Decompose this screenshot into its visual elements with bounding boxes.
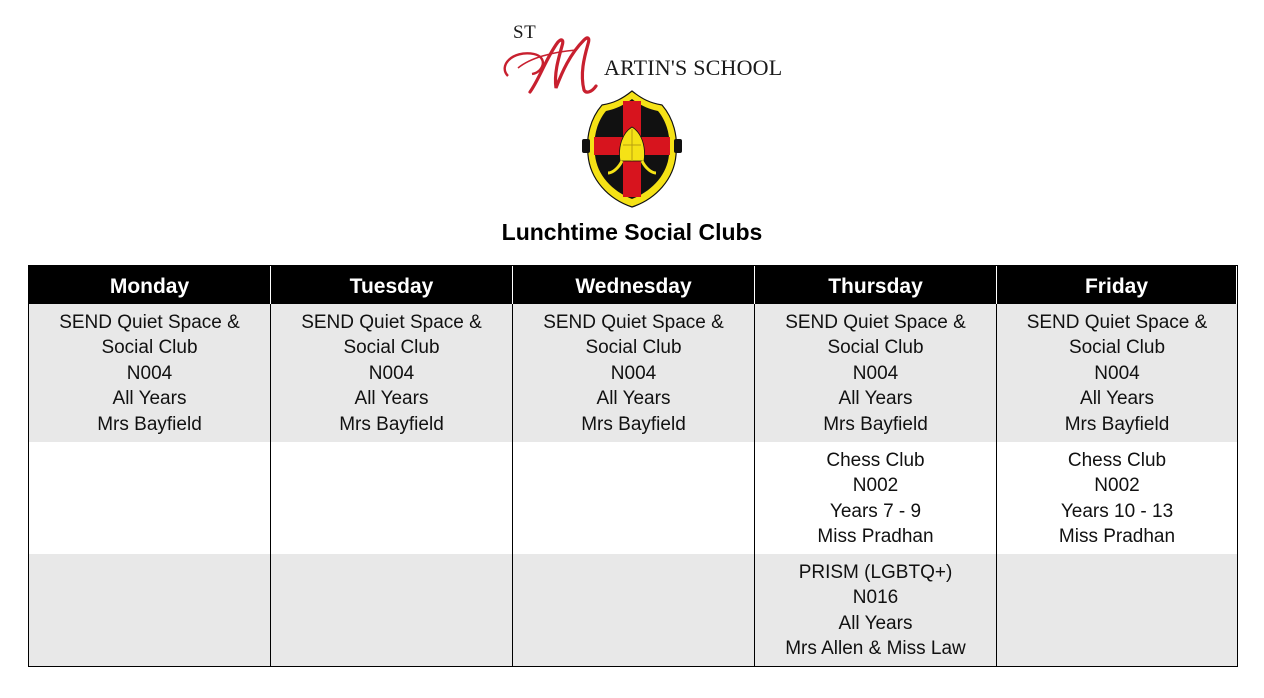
club-detail-line: SEND Quiet Space & — [59, 312, 240, 333]
club-detail-line: Mrs Bayfield — [339, 413, 444, 435]
club-detail-line: Social Club — [101, 337, 198, 359]
club-detail-line: N002 — [852, 475, 899, 497]
day-header-tuesday: Tuesday — [271, 266, 513, 304]
club-detail-line: All Years — [838, 612, 913, 634]
club-detail-line: N004 — [126, 362, 173, 384]
club-detail-line: All Years — [112, 388, 187, 410]
club-detail-line: All Years — [838, 388, 913, 410]
timetable-cell — [755, 304, 997, 442]
club-detail-line: N004 — [610, 362, 657, 384]
club-detail-line: SEND Quiet Space & — [543, 312, 724, 333]
club-detail-line: Mrs Bayfield — [1064, 413, 1170, 435]
club-detail-line: Social Club — [585, 337, 682, 359]
timetable-cell — [513, 554, 755, 666]
day-header-wednesday: Wednesday — [513, 266, 755, 304]
club-detail-line: Miss Pradhan — [1058, 526, 1176, 548]
club-detail-line: Years 7 - 9 — [829, 500, 922, 522]
club-detail-line: SEND Quiet Space & — [301, 312, 482, 333]
club-detail-line: Social Club — [343, 337, 440, 359]
club-detail-line: Social Club — [827, 337, 924, 359]
club-detail-line: SEND Quiet Space & — [785, 312, 966, 333]
timetable-cell — [29, 304, 271, 442]
timetable-cell — [755, 554, 997, 666]
club-detail-line: SEND Quiet Space & — [1026, 312, 1208, 333]
timetable-cell — [271, 304, 513, 442]
club-detail-line: All Years — [354, 388, 429, 410]
club-detail-line: All Years — [1080, 388, 1154, 410]
club-detail-line: N004 — [1094, 362, 1140, 384]
timetable-cell — [513, 442, 755, 554]
day-header-friday: Friday — [997, 266, 1237, 304]
club-detail-line: Mrs Bayfield — [581, 413, 686, 435]
club-detail-line: Social Club — [1068, 337, 1166, 359]
club-detail-line: Chess Club — [1067, 450, 1167, 471]
day-header-thursday: Thursday — [755, 266, 997, 304]
page-title: Lunchtime Social Clubs — [501, 219, 763, 245]
club-detail-line: Miss Pradhan — [817, 526, 934, 548]
timetable-cell — [29, 442, 271, 554]
timetable-cell — [997, 442, 1237, 554]
club-detail-line: Mrs Bayfield — [823, 413, 928, 435]
timetable-cell — [997, 554, 1237, 666]
club-detail-line: Mrs Bayfield — [97, 413, 202, 435]
timetable-cell — [997, 304, 1237, 442]
club-detail-line: PRISM (LGBTQ+) — [798, 562, 953, 583]
timetable-cell — [755, 442, 997, 554]
school-logo-wordmark — [500, 18, 783, 98]
clubs-timetable — [28, 265, 1238, 667]
club-detail-line: N004 — [368, 362, 415, 384]
day-header-monday: Monday — [29, 266, 271, 304]
timetable-cell — [29, 554, 271, 666]
club-detail-line: N002 — [1094, 475, 1140, 497]
timetable-cell — [271, 554, 513, 666]
timetable-cell — [271, 442, 513, 554]
logo-st-text: ST — [513, 22, 537, 43]
club-detail-line: N004 — [852, 362, 899, 384]
club-detail-line: Mrs Allen & Miss Law — [785, 638, 966, 660]
club-detail-line: All Years — [596, 388, 671, 410]
timetable-cell — [513, 304, 755, 442]
club-detail-line: Years 10 - 13 — [1060, 500, 1174, 522]
logo-script-m — [500, 28, 610, 98]
club-detail-line: Chess Club — [826, 450, 925, 471]
club-detail-line: N016 — [852, 587, 899, 609]
logo-school-name: ARTIN'S SCHOOL — [604, 55, 783, 80]
school-crest-icon — [582, 89, 682, 209]
